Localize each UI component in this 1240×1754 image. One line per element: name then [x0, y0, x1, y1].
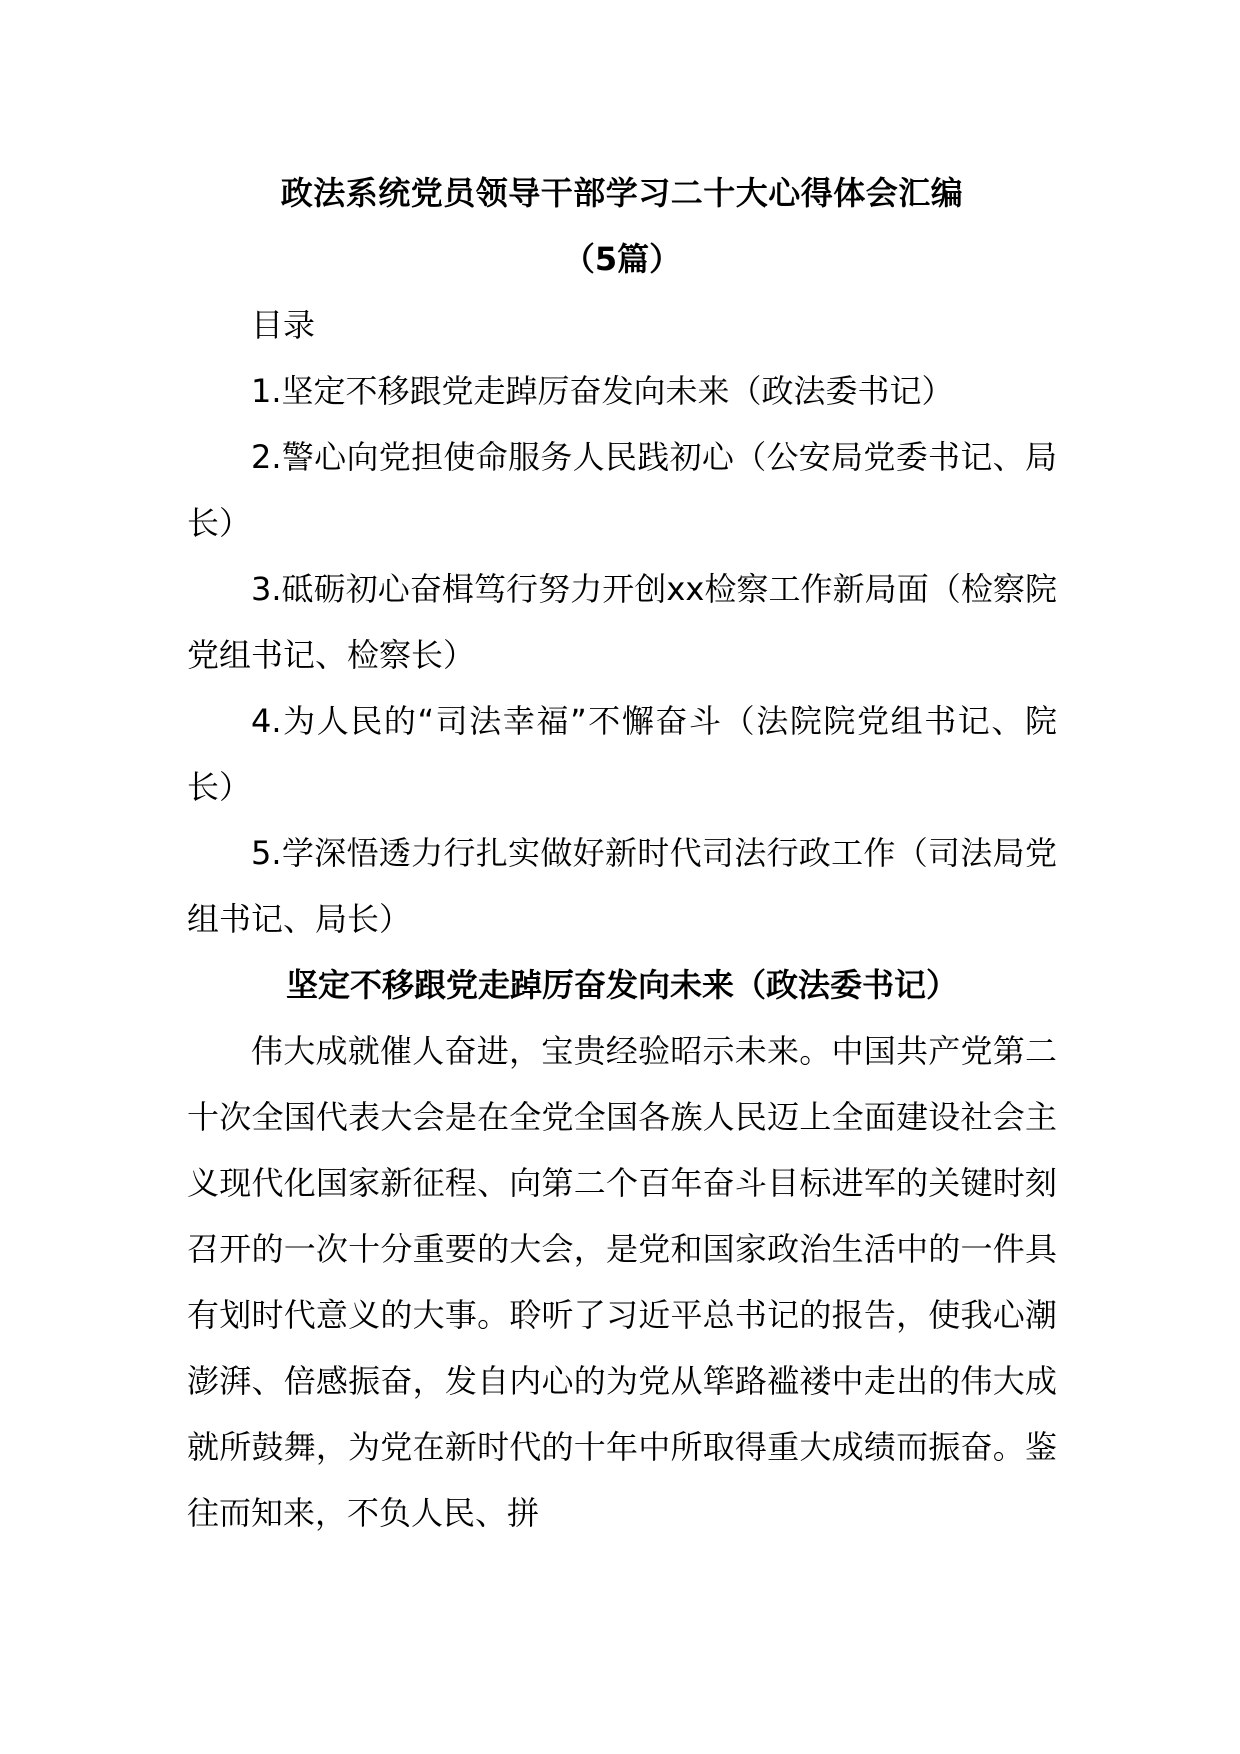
toc-item-4: 4.为人民的“司法幸福”不懈奋斗（法院院党组书记、院长）: [187, 702, 1057, 806]
toc-item-5: 5.学深悟透力行扎实做好新时代司法行政工作（司法局党组书记、局长）: [187, 834, 1057, 938]
document-title: 政法系统党员领导干部学习二十大心得体会汇编: [280, 174, 964, 212]
document-content: [187, 160, 1057, 1546]
section-body-paragraph: 伟大成就催人奋进，宝贵经验昭示未来。中国共产党第二十次全国代表大会是在全党全国各族人民迈上全面建设社会主义现代化国家新征程、向第二个百年奋斗目标进军的关键时刻召开的一次十分重要的大会，是党和国家政治生活中的一件具有划时代意义的大事。聆听了习近平总书记的报告，使我心潮澎湃、倍感振奋，发自内心的为党从筚路褴褛中走出的伟大成就所鼓舞，为党在新时代的十年中所取得重大成绩而振奋。鉴往而知来，不负人民、拼: [187, 1032, 1057, 1532]
document-subtitle: （5篇）: [562, 240, 682, 278]
toc-item-2: 2.警心向党担使命服务人民践初心（公安局党委书记、局长）: [187, 438, 1057, 542]
section-title: 坚定不移跟党走踔厉奋发向未来（政法委书记）: [285, 966, 958, 1004]
toc-item-3: 3.砥砺初心奋楫笃行努力开创xx检察工作新局面（检察院党组书记、检察长）: [187, 570, 1057, 674]
toc-heading: 目录: [251, 306, 316, 344]
toc-item-1: 1.坚定不移跟党走踔厉奋发向未来（政法委书记）: [251, 372, 954, 410]
